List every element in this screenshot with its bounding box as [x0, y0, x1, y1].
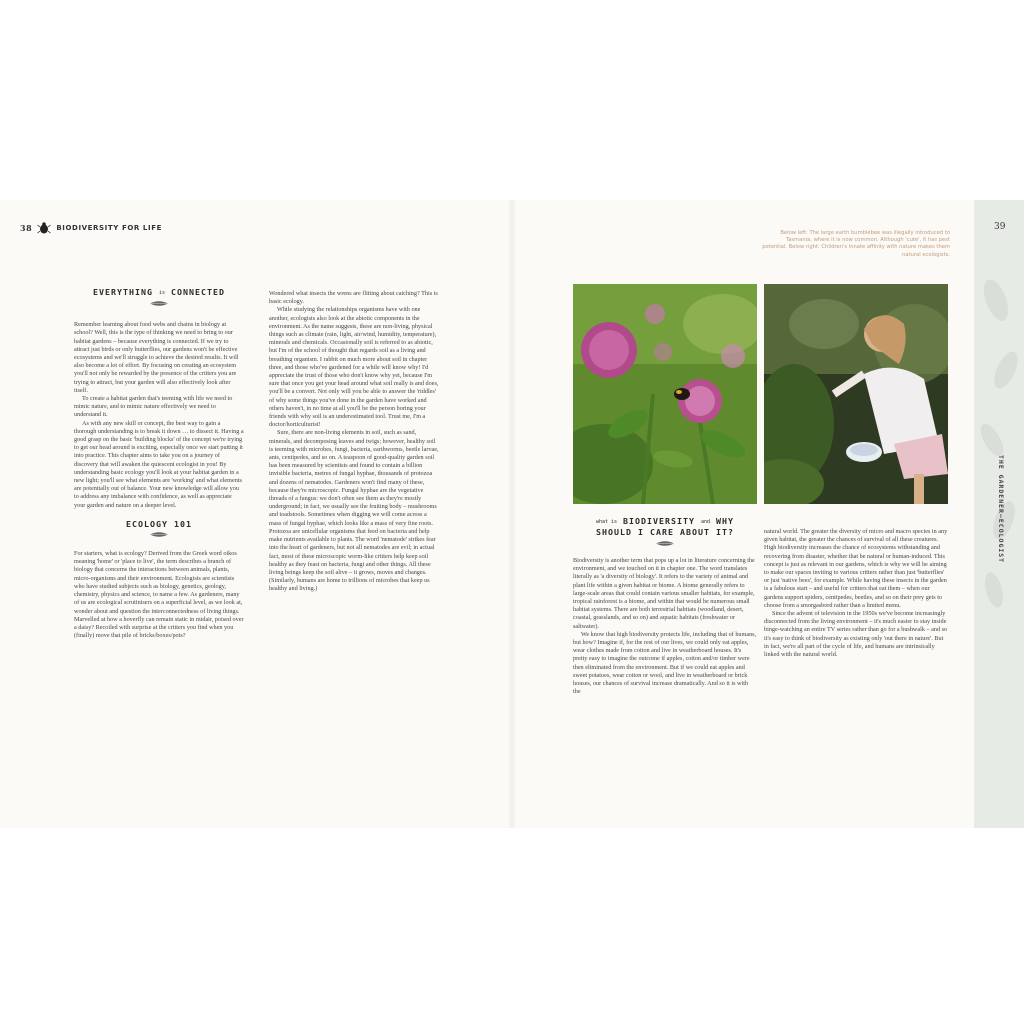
- body-paragraph: Remember learning about food webs and chains in biology at school? Well, this is the type of thinking we need to bring to our habitat gardens – because everything is connected. If we try to attract just birds or only butterflies, our gardens won't be effective ecosystems and we'll struggle to achieve the desired results. It will also become a lot of effort. By focusing on creating an ecosystem you'll not only be rewarded by the presence of the critters you are trying to attract, but your garden will also effectively look after itself.: [74, 321, 239, 394]
- beetle-icon: [37, 222, 51, 234]
- col3-body: [573, 557, 757, 696]
- body-paragraph: While studying the relationships organisms have with one another, ecologists also look at the abiotic components in the environment. As the name suggests, these are non-living, physical things such as climate (rain, light, air/wind, humidity, temperature), minerals and chemicals. Occasionally soil is referred to as abiotic, but I'm of the school of thought that regards soil as a living and breathing organism. I rabbit on much more about soil in chapter three, and those who've gardened for a while will know why! I'd appreciate the trust of those who don't know why yet, because I'm sure that once you get your head around what soil really is and does, you'll be a convert. Not only will you be able to answer the 'riddles' of why some things you've done in the garden have worked and others haven't, in no time at all you'll be the person boring your friends with why soil is an underestimated tool. Trust me, I'm a doctor/horticulturist!: [269, 306, 439, 429]
- heading-ecology-101: ECOLOGY 101: [126, 518, 192, 529]
- heading-everything-connected: EVERYTHING is CONNECTED: [93, 287, 225, 297]
- photo-caption: Below left: The large earth bumblebee was illegally introduced to Tasmania, where it is now common. Although 'cute', it has pest potential. Below right: Children's innate affinity with nature makes them natural ecologists.: [762, 230, 950, 258]
- running-head-title: BIODIVERSITY FOR LIFE: [56, 224, 162, 232]
- leaf-ornament-icon: [148, 300, 170, 307]
- body-paragraph: For starters, what is ecology? Derived from the Greek word oikos meaning 'home' or 'place to live', the term describes a branch of biology that concerns the interactions between animals, plants, micro-organisms and their environment. Ecologists are scientists who have studied subjects such as biology, genetics, geology, chemistry, physics and science, to name a few. As gardeners, many of us are ecological scrutinisers on a superficial level, as we look at, wonder about and question the interconnectedness of living things. Marvelled at how a hoverfly can remain static in midair, poised over a daisy? Recoiled with surprise at the critters you find when you (finally) move that pile of bricks/boxes/pots?: [74, 550, 244, 640]
- heading-biodiversity: what is BIODIVERSITY and WHY SHOULD I CARE ABOUT IT?: [595, 516, 735, 537]
- leaf-ornament-icon: [654, 540, 676, 547]
- page-number-right: 39: [994, 222, 1006, 232]
- body-paragraph: natural world. The greater the diversity of micro and macro species in any given habitat, the greater the chances of survival of all these creatures. High biodiversity increases the chance of ecosystems withstanding and recovering from disaster, whether that be natural or human-induced. This concept is just as relevant in our gardens, which is why we will be aiming to make our spaces inviting to various critters rather than just 'butterflies' or just 'native bees', for example. While having these insects in the garden is a fabulous start – and useful for critters that eat them – when our gardens support spiders, centipedes, beetles, and so on their prey gets to choose from a smorgasbord rather than a limited menu.: [764, 528, 948, 609]
- right-column-2: [764, 528, 948, 659]
- col2-body: [269, 290, 439, 594]
- body-paragraph: Sure, there are non-living elements in soil, such as sand, minerals, and decomposing leaves and twigs; however, healthy soil is teeming with microbes, fungi, bacteria, earthworms, beetle larvae, ants, centipedes, and so on. A teaspoon of good-quality garden soil has been measured by scientists and found to contain a billion invisible bacteria, metres of fungal hyphae, thousands of protozoa and dozens of nematodes. Gardeners won't find many of these, because they're microscopic. Fungal hyphae are the vegetative threads of a fungus: we don't often see them as they're mostly underground; in fact, we usually see the fruiting body – mushrooms and toadstools. Sometimes when digging we will come across a mass of fungal hyphae, which looks like a mass of very fine roots. Protozoa are unicellular organisms that feed on bacteria and help make nutrients available to plants. The word 'nematode' strikes fear into the heart of gardeners, but not all nematodes are evil; in actual fact, most of these microscopic worm-like critters help keep soil healthy as they feast on bacteria, fungi and other things. All these living beings keep the soil alive – it grows, moves and changes. (Similarly, humans are home to trillions of microbes that keep us healthy and living.): [269, 429, 439, 593]
- body-paragraph: We know that high biodiversity protects life, including that of humans, but how? Imagine if, for the rest of our lives, we could only eat apples, wear clothes made from cotton and live in weatherboard houses. It's pretty easy to imagine the outcome if apples, cotton and/or timber were then eliminated from the environment. But if we could eat apples and sweet potatoes, wear cotton or wool, and live in weatherboard or brick houses, our chances of survival increase dramatically. And so it is with the: [573, 630, 757, 696]
- body-paragraph: Biodiversity is another term that pops up a lot in literature concerning the environment, and we touched on it in chapter one. The word translates literally as 'a diversity of biology'. It refers to the variety of animal and plant life within a given habitat or biome. A biome generally refers to large-scale areas that could contain various smaller habitats, for example, tropical rainforest is a biome, and within that would be numerous small habitat systems. There are both terrestrial habitats (woodland, desert, coastal, grasslands, and so on) and aquatic habitats (freshwater or saltwater).: [573, 557, 755, 630]
- col4-body: [764, 528, 948, 659]
- photo-clover-bumblebee: [573, 284, 757, 504]
- left-column-1: [74, 288, 244, 640]
- col1-body: [74, 321, 244, 510]
- photo-child-gardening: [764, 284, 948, 504]
- left-column-2: [269, 290, 439, 594]
- body-paragraph: Since the advent of television in the 1950s we've become increasingly disconnected from the living environment – it's much easier to stay inside binge-watching an entire TV series rather than go for a bushwalk – and so it's easy to think of biodiversity as existing only 'out there in nature'. But in fact, we're all part of the cycle of life, and humans are intrinsically linked with the natural world.: [764, 610, 948, 659]
- right-page: [512, 200, 1024, 828]
- body-paragraph: To create a habitat garden that's teeming with life we need to mimic nature, and to mimic nature effectively we need to understand it.: [74, 395, 233, 419]
- body-paragraph: As with any new skill or concept, the best way to gain a thorough understanding is to break it down … to dissect it. Having a good grasp on the basic 'building blocks' of the concept we're trying to get our head around is exciting, especially once we start putting it into practice. This chapter aims to take you on a journey of discovery that will awaken the quiescent ecologist in you! By understanding basic ecology you'll look at your habitat garden in a new light; you'll see what elements are 'working' and what elements are potentially out of balance. Your new knowledge will allow you to address any imbalance with confidence, as well as appreciate your garden and nature on a deeper level.: [74, 419, 244, 509]
- running-head: [20, 222, 162, 234]
- right-column-1: [573, 516, 757, 696]
- leaf-ornament-icon: [148, 531, 170, 538]
- body-paragraph: Wondered what insects the wrens are flitting about catching? This is basic ecology.: [269, 290, 438, 306]
- left-page: [0, 200, 512, 828]
- col1-body-ecology: [74, 550, 244, 640]
- book-spread: [0, 200, 1024, 828]
- page-number-left: 38: [20, 223, 33, 233]
- chapter-vertical-title: THE GARDENER—ECOLOGIST: [997, 455, 1005, 564]
